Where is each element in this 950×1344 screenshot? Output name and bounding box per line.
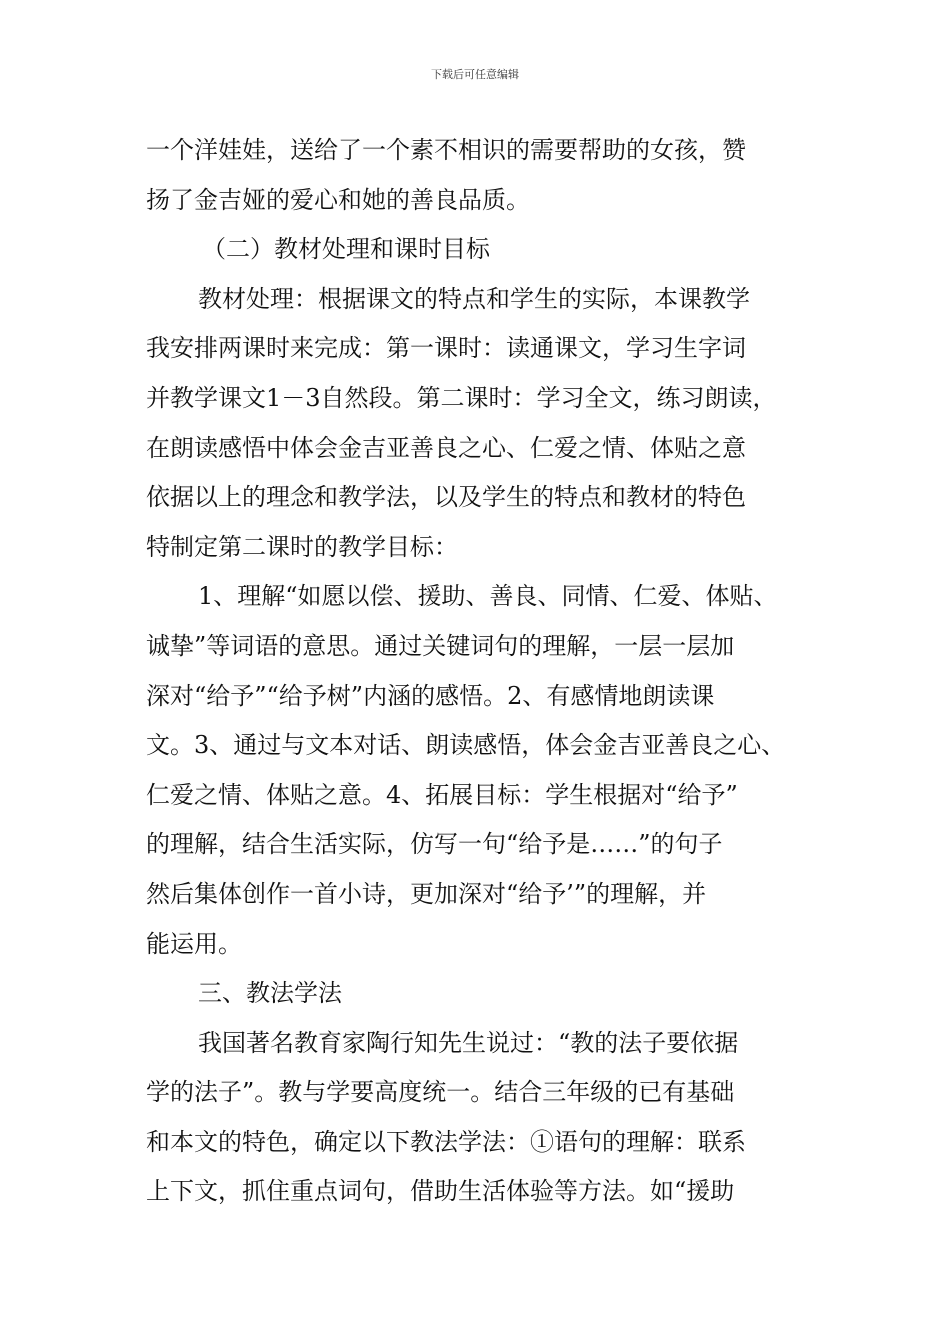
section-heading: （二）教材处理和课时目标 [202, 235, 490, 264]
text-line: 诚挚”等词语的意思。通过关键词句的理解，一层一层加 [146, 631, 735, 660]
text-line: 在朗读感悟中体会金吉亚善良之心、仁爱之情、体贴之意 [146, 433, 746, 462]
text-line: 能运用。 [146, 929, 242, 958]
text-line: 我安排两课时来完成：第一课时：读通课文，学习生字词 [146, 334, 746, 363]
text-line: 和本文的特色，确定以下教法学法：①语句的理解：联系 [146, 1127, 746, 1156]
document-body [146, 126, 816, 1217]
text-line: 特制定第二课时的教学目标： [146, 532, 458, 561]
text-line: 我国著名教育家陶行知先生说过：“教的法子要依据 [198, 1028, 739, 1057]
text-line: 上下文，抓住重点词句，借助生活体验等方法。如“援助 [146, 1177, 735, 1206]
text-line: 并教学课文1－3自然段。第二课时：学习全文，练习朗读， [146, 383, 777, 412]
text-line: 1、理解“如愿以偿、援助、善良、同情、仁爱、体贴、 [198, 582, 778, 611]
text-line: 学的法子”。教与学要高度统一。结合三年级的已有基础 [146, 1078, 735, 1107]
text-line: 仁爱之情、体贴之意。4、拓展目标：学生根据对“给予” [146, 780, 738, 809]
text-line: 教材处理：根据课文的特点和学生的实际，本课教学 [198, 284, 750, 313]
text-line: 一个洋娃娃，送给了一个素不相识的需要帮助的女孩，赞 [146, 136, 746, 164]
text-line: 然后集体创作一首小诗，更加深对“给予’”的理解，并 [146, 879, 707, 908]
page-header-note: 下载后可任意编辑 [431, 68, 519, 81]
section-heading: 三、教法学法 [198, 979, 342, 1008]
text-line: 文。3、通过与文本对话、朗读感悟，体会金吉亚善良之心、 [146, 731, 786, 760]
text-line: 的理解，结合生活实际，仿写一句“给予是……”的句子 [146, 830, 723, 859]
text-line: 依据以上的理念和教学法，以及学生的特点和教材的特色 [146, 483, 746, 512]
text-line: 深对“给予”“给予树”内涵的感悟。2、有感情地朗读课 [146, 681, 715, 710]
text-line: 扬了金吉娅的爱心和她的善良品质。 [146, 185, 530, 214]
